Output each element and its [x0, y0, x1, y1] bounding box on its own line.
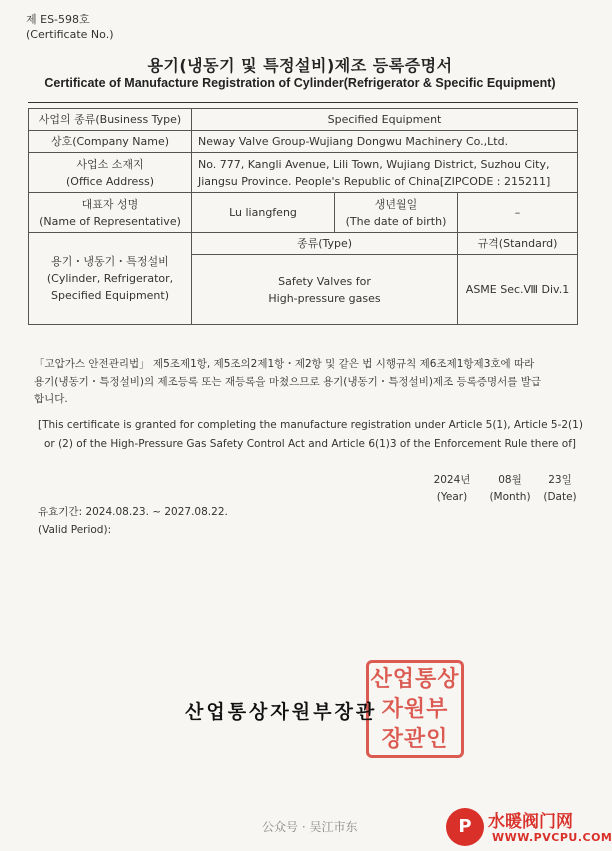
office-line-1: No. 777, Kangli Avenue, Lili Town, Wujiang District, Suzhou City, — [198, 157, 550, 171]
equipment-label — [29, 233, 192, 325]
standard-header: 규격(Standard) — [458, 233, 578, 255]
business-type-label: 사업의 종류(Business Type) — [29, 109, 192, 131]
year-label: (Year) — [436, 491, 468, 503]
rep-label-kr: 대표자 성명 — [81, 197, 139, 211]
certification-statement-en — [38, 416, 583, 454]
seal-line-2: 자원부 — [381, 697, 449, 722]
title-divider — [28, 102, 578, 103]
dob-label — [335, 193, 458, 233]
date-year — [432, 472, 472, 506]
office-label-kr: 사업소 소재지 — [76, 157, 144, 171]
certification-statement-kr — [34, 356, 582, 409]
watermark-text: 公众号 · 吴江市东 — [262, 820, 358, 834]
title-english: Certificate of Manufacture Registration of Cylinder(Refrigerator & Specific Equipment) — [44, 76, 556, 90]
office-label-en: (Office Address) — [66, 174, 154, 188]
seal-line-3: 장관인 — [381, 727, 449, 752]
year-value: 2024년 — [433, 474, 471, 486]
office-label — [29, 153, 192, 193]
month-value: 08월 — [498, 474, 522, 486]
certificate-number — [26, 12, 113, 42]
type-value-line-2: High-pressure gases — [268, 291, 381, 305]
type-header: 종류(Type) — [192, 233, 458, 255]
date-day — [538, 472, 582, 506]
rep-label-en: (Name of Representative) — [39, 214, 181, 228]
watermark-logo-icon: P — [446, 808, 484, 846]
type-value — [192, 255, 458, 325]
kr-line-2: 용기(냉동기・특정설비)의 제조등록 또는 재등록을 마쳤으므로 용기(냉동기・특정설비)제조 등록증명서를 발급 — [34, 375, 542, 388]
title-korean: 용기(냉동기 및 특정설비)제조 등록증명서 — [147, 56, 453, 75]
type-value-line-1: Safety Valves for — [278, 274, 371, 288]
equipment-label-3: Specified Equipment) — [50, 289, 169, 302]
validity-label-en: (Valid Period): — [38, 524, 112, 536]
en-line-2: or (2) of the High-Pressure Gas Safety Control Act and Article 6(1)3 of the Enforcement Rule there of] — [44, 438, 576, 450]
month-label: (Month) — [489, 491, 531, 503]
office-line-2: Jiangsu Province. People's Republic of China[ZIPCODE : 215211] — [198, 174, 551, 188]
business-type-value: Specified Equipment — [192, 109, 578, 131]
company-label: 상호(Company Name) — [29, 131, 192, 153]
validity-period — [38, 503, 228, 539]
company-value: Neway Valve Group-Wujiang Dongwu Machinery Co.,Ltd. — [192, 131, 578, 153]
watermark-brand: 水暖阀门网 — [488, 812, 573, 832]
row-office — [29, 153, 578, 193]
day-label: (Date) — [543, 491, 577, 503]
watermark-url: WWW.PVCPU.COM — [492, 831, 612, 844]
date-month — [485, 472, 535, 506]
registration-table — [28, 108, 578, 325]
rep-value: Lu liangfeng — [192, 193, 335, 233]
row-company — [29, 131, 578, 153]
cert-no-kr: 제 ES-598호 — [26, 13, 90, 26]
row-business-type — [29, 109, 578, 131]
validity-dates: 유효기간: 2024.08.23. ~ 2027.08.22. — [38, 506, 228, 518]
seal-line-1: 산업통상 — [370, 667, 460, 692]
en-line-1: [This certificate is granted for completing the manufacture registration under Article 5(1), Article 5-2(1) — [38, 419, 583, 431]
dob-label-kr: 생년월일 — [374, 197, 418, 211]
kr-line-3: 합니다. — [34, 393, 68, 405]
equipment-label-1: 용기・냉동기・특정설비 — [51, 255, 169, 268]
row-representative — [29, 193, 578, 233]
kr-line-1: 「고압가스 안전관리법」 제5조제1항, 제5조의2제1항・제2항 및 같은 법 시행규칙 제6조제1항제3호에 따라 — [34, 358, 535, 370]
day-value: 23일 — [548, 474, 572, 486]
equipment-label-2: (Cylinder, Refrigerator, — [46, 272, 174, 285]
row-equipment-header — [29, 233, 578, 255]
standard-value: ASME Sec.Ⅷ Div.1 — [458, 255, 578, 325]
rep-label — [29, 193, 192, 233]
cert-no-en: (Certificate No.) — [26, 28, 114, 41]
office-value — [192, 153, 578, 193]
issuing-authority: 산업통상자원부장관 — [185, 701, 378, 723]
dob-label-en: (The date of birth) — [345, 214, 447, 228]
official-seal — [366, 660, 464, 758]
dob-value: – — [458, 193, 578, 233]
